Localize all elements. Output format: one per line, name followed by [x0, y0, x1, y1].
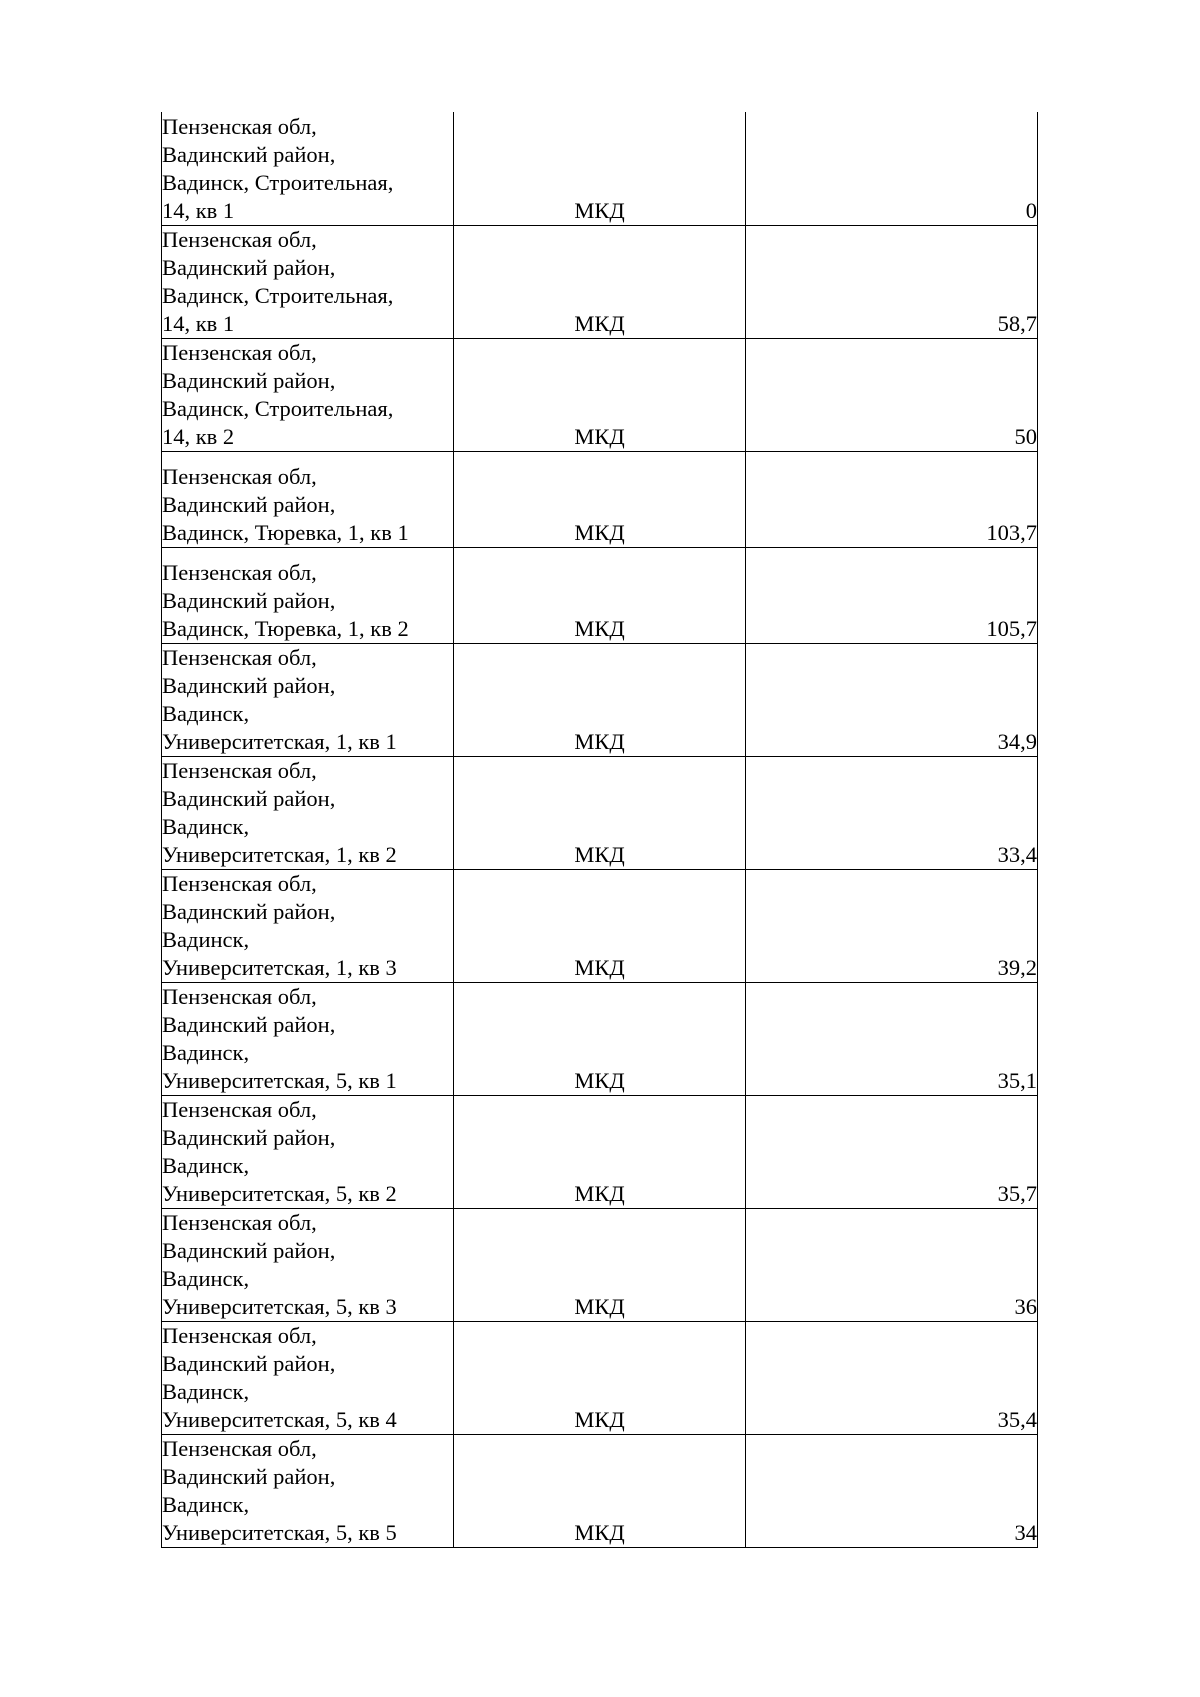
property-type-cell: МКД: [454, 1208, 746, 1321]
address-line: Вадинский район,: [162, 141, 336, 167]
address-line: Вадинск, Тюревка, 1, кв 1: [162, 519, 409, 545]
address-line: Пензенская обл,: [162, 1435, 317, 1461]
table-row: [162, 982, 1038, 1095]
address-line: Вадинский район,: [162, 1463, 336, 1489]
address-line: Вадинск, Тюревка, 1, кв 2: [162, 615, 409, 641]
address-line: Пензенская обл,: [162, 757, 317, 783]
address-line: Университетская, 5, кв 4: [162, 1406, 397, 1432]
property-type-cell: МКД: [454, 1434, 746, 1547]
area-cell: 58,7: [746, 225, 1038, 338]
address-line: Пензенская обл,: [162, 1322, 317, 1348]
area-cell: 35,7: [746, 1095, 1038, 1208]
property-type-cell: МКД: [454, 982, 746, 1095]
property-type-cell: МКД: [454, 547, 746, 643]
address-line: Университетская, 1, кв 1: [162, 728, 397, 754]
property-table: [161, 112, 1038, 1548]
address-line: Пензенская обл,: [162, 983, 317, 1009]
address-line: Вадинский район,: [162, 785, 336, 811]
property-type-cell: МКД: [454, 756, 746, 869]
table-row: [162, 338, 1038, 451]
address-cell: [162, 338, 454, 451]
table-row: [162, 1095, 1038, 1208]
address-line: Университетская, 1, кв 3: [162, 954, 397, 980]
table-row: [162, 225, 1038, 338]
address-line: Вадинский район,: [162, 587, 336, 613]
address-line: Вадинский район,: [162, 1011, 336, 1037]
table-row: [162, 643, 1038, 756]
address-cell: [162, 1095, 454, 1208]
address-line: 14, кв 1: [162, 310, 235, 336]
address-line: Университетская, 5, кв 3: [162, 1293, 397, 1319]
address-line: Пензенская обл,: [162, 226, 317, 252]
address-line: Вадинский район,: [162, 1124, 336, 1150]
property-type-cell: МКД: [454, 338, 746, 451]
area-cell: 35,1: [746, 982, 1038, 1095]
address-line: Вадинский район,: [162, 672, 336, 698]
address-cell: [162, 225, 454, 338]
property-type-cell: МКД: [454, 1321, 746, 1434]
table-row: [162, 756, 1038, 869]
table-row: [162, 1208, 1038, 1321]
area-cell: 105,7: [746, 547, 1038, 643]
table-row: [162, 869, 1038, 982]
address-line: Вадинск,: [162, 1265, 250, 1291]
table-row: [162, 1434, 1038, 1547]
address-cell: [162, 547, 454, 643]
area-cell: 34,9: [746, 643, 1038, 756]
address-line: Пензенская обл,: [162, 463, 317, 489]
address-line: Вадинский район,: [162, 254, 336, 280]
address-line: Вадинск,: [162, 926, 250, 952]
area-cell: 36: [746, 1208, 1038, 1321]
area-cell: 50: [746, 338, 1038, 451]
address-line: Университетская, 1, кв 2: [162, 841, 397, 867]
address-cell: [162, 756, 454, 869]
address-line: Вадинск,: [162, 1152, 250, 1178]
address-line: Вадинск,: [162, 1378, 250, 1404]
address-line: Вадинский район,: [162, 1237, 336, 1263]
address-line: Пензенская обл,: [162, 559, 317, 585]
address-cell: [162, 643, 454, 756]
address-line: Пензенская обл,: [162, 1096, 317, 1122]
table-row: [162, 112, 1038, 225]
address-line: Вадинский район,: [162, 367, 336, 393]
address-line: 14, кв 1: [162, 197, 235, 223]
address-line: Вадинский район,: [162, 1350, 336, 1376]
property-type-cell: МКД: [454, 643, 746, 756]
address-cell: [162, 451, 454, 547]
address-cell: [162, 112, 454, 225]
address-line: 14, кв 2: [162, 423, 235, 449]
address-cell: [162, 1208, 454, 1321]
address-line: Вадинск,: [162, 813, 250, 839]
address-line: Университетская, 5, кв 2: [162, 1180, 397, 1206]
address-cell: [162, 982, 454, 1095]
property-type-cell: МКД: [454, 451, 746, 547]
area-cell: 103,7: [746, 451, 1038, 547]
address-cell: [162, 1434, 454, 1547]
address-line: Вадинск, Строительная,: [162, 395, 394, 421]
table-row: [162, 1321, 1038, 1434]
address-line: Вадинск, Строительная,: [162, 282, 394, 308]
address-line: Пензенская обл,: [162, 113, 317, 139]
property-type-cell: МКД: [454, 869, 746, 982]
address-cell: [162, 1321, 454, 1434]
address-line: Вадинск,: [162, 1491, 250, 1517]
address-line: Университетская, 5, кв 5: [162, 1519, 397, 1545]
area-cell: 33,4: [746, 756, 1038, 869]
table-row: [162, 451, 1038, 547]
property-type-cell: МКД: [454, 112, 746, 225]
address-line: Пензенская обл,: [162, 644, 317, 670]
area-cell: 39,2: [746, 869, 1038, 982]
table-row: [162, 547, 1038, 643]
address-line: Вадинск,: [162, 700, 250, 726]
address-line: Вадинск,: [162, 1039, 250, 1065]
address-line: Вадинский район,: [162, 898, 336, 924]
address-line: Пензенская обл,: [162, 1209, 317, 1235]
address-line: Университетская, 5, кв 1: [162, 1067, 397, 1093]
address-line: Пензенская обл,: [162, 339, 317, 365]
address-cell: [162, 869, 454, 982]
area-cell: 34: [746, 1434, 1038, 1547]
property-table-body: [162, 112, 1038, 1547]
area-cell: 0: [746, 112, 1038, 225]
property-type-cell: МКД: [454, 225, 746, 338]
address-line: Пензенская обл,: [162, 870, 317, 896]
property-type-cell: МКД: [454, 1095, 746, 1208]
area-cell: 35,4: [746, 1321, 1038, 1434]
address-line: Вадинск, Строительная,: [162, 169, 394, 195]
address-line: Вадинский район,: [162, 491, 336, 517]
